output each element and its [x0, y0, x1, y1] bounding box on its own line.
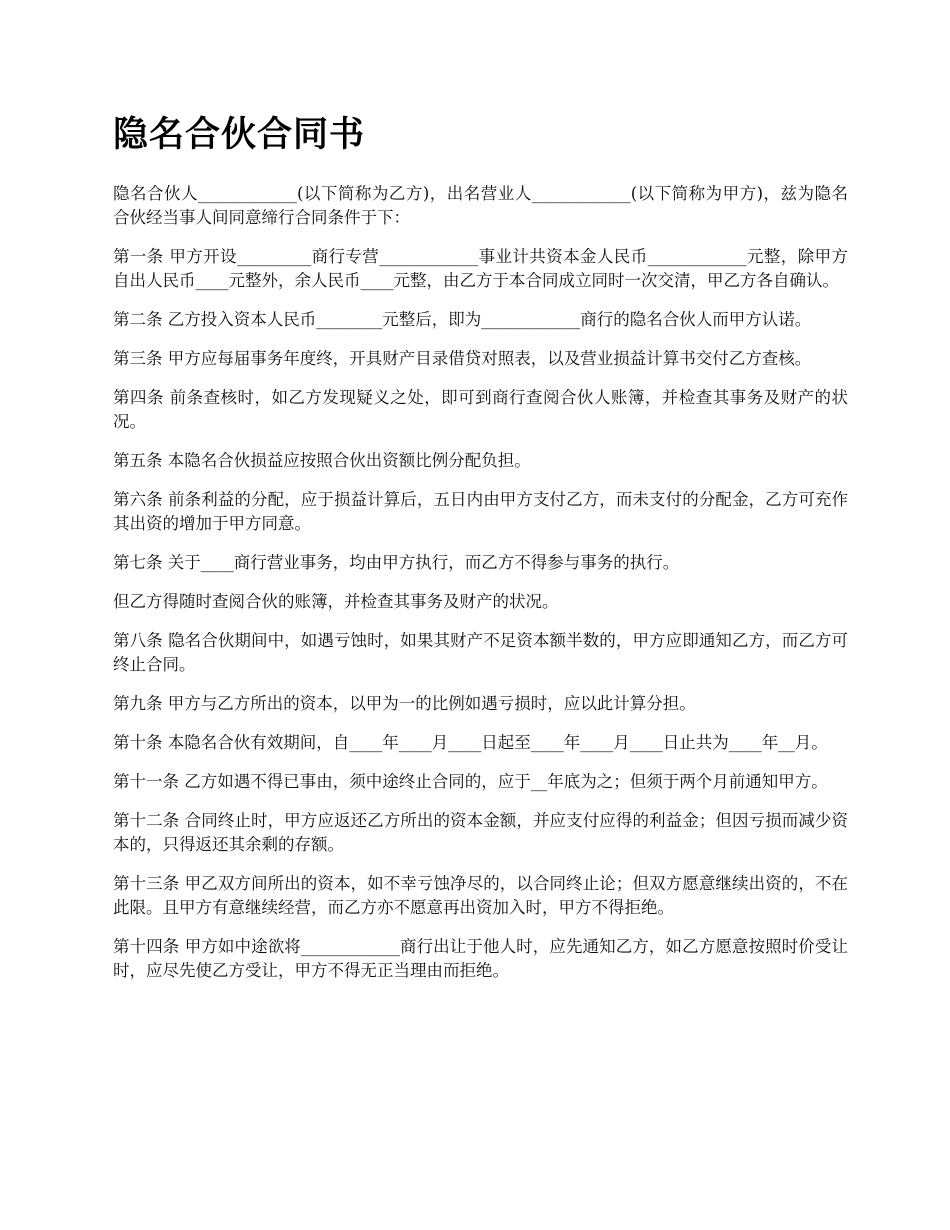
article-7-continued: 但乙方得随时查阅合伙的账簿，并检查其事务及财产的状况。 [113, 592, 559, 611]
article-12: 第十二条 合同终止时，甲方应返还乙方所出的资本金额，并应支付应得的利益金；但因亏损而减少资本的，只得返还其余剩的存额。 [113, 811, 848, 854]
article-14: 第十四条 甲方如中途欲将____________商行出让于他人时，应先通知乙方，如乙方愿意按照时价受让时，应尽先使乙方受让，甲方不得无正当理由而拒绝。 [113, 937, 848, 980]
article-11: 第十一条 乙方如遇不得已事由，须中途终止合同的，应于__年底为之；但须于两个月前通知甲方。 [113, 772, 828, 791]
article-8: 第八条 隐名合伙期间中，如遇亏蚀时，如果其财产不足资本额半数的，甲方应即通知乙方，而乙方可终止合同。 [113, 631, 848, 674]
article-3: 第三条 甲方应每届事务年度终，开具财产目录借贷对照表，以及营业损益计算书交付乙方查核。 [113, 349, 812, 368]
article-13: 第十三条 甲乙双方间所出的资本，如不幸亏蚀净尽的，以合同终止论；但双方愿意继续出资的，不在此限。且甲方有意继续经营，而乙方亦不愿意再出资加入时，甲方不得拒绝。 [113, 874, 848, 917]
article-7: 第七条 关于____商行营业事务，均由甲方执行，而乙方不得参与事务的执行。 [113, 553, 680, 572]
article-4: 第四条 前条查核时，如乙方发现疑义之处，即可到商行查阅合伙人账簿，并检查其事务及财产的状况。 [113, 388, 848, 431]
article-2: 第二条 乙方投入资本人民币________元整后，即为____________商行的隐名合伙人而甲方认诺。 [113, 310, 812, 329]
intro-paragraph: 隐名合伙人____________(以下简称为乙方)，出名营业人____________(以下简称为甲方)，兹为隐名合伙经当事人间同意缔行合同条件于下： [113, 184, 848, 227]
article-6: 第六条 前条利益的分配，应于损益计算后，五日内由甲方支付乙方，而未支付的分配金，乙方可充作其出资的增加于甲方同意。 [113, 490, 848, 533]
article-1: 第一条 甲方开设_________商行专营____________事业计共资本金人民币____________元整，除甲方自出人民币____元整外，余人民币____元整，由乙方于本合同成立同时一次交清，甲乙方各自确认。 [113, 247, 848, 290]
article-9: 第九条 甲方与乙方所出的资本，以甲为一的比例如遇亏损时，应以此计算分担。 [113, 694, 696, 713]
article-5: 第五条 本隐名合伙损益应按照合伙出资额比例分配负担。 [113, 451, 531, 470]
document-page [113, 112, 848, 998]
article-10: 第十条 本隐名合伙有效期间，自____年____月____日起至____年____月____日止共为____年__月。 [113, 733, 828, 752]
document-title: 隐名合伙合同书 [113, 115, 366, 155]
